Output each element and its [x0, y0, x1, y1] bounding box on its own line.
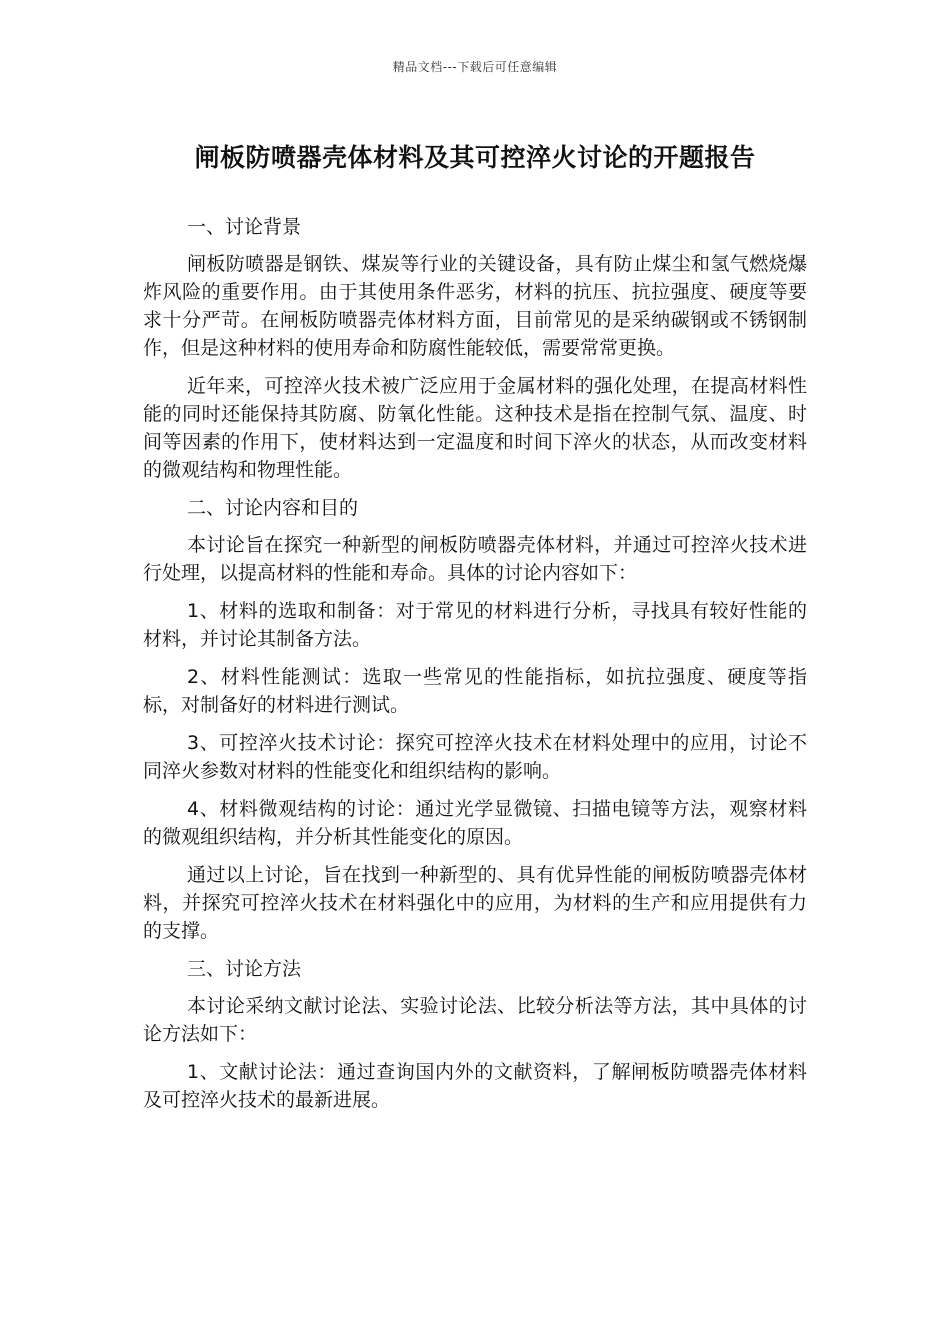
- paragraph: 本讨论采纳文献讨论法、实验讨论法、比较分析法等方法，其中具体的讨论方法如下：: [143, 995, 807, 1045]
- list-item: 4、材料微观结构的讨论：通过光学显微镜、扫描电镜等方法，观察材料的微观组织结构，并分析其性能变化的原因。: [143, 798, 807, 848]
- document-title: 闸板防喷器壳体材料及其可控淬火讨论的开题报告: [194, 143, 756, 172]
- paragraph: 本讨论旨在探究一种新型的闸板防喷器壳体材料，并通过可控淬火技术进行处理，以提高材料的性能和寿命。具体的讨论内容如下：: [143, 534, 807, 584]
- list-item: 3、可控淬火技术讨论：探究可控淬火技术在材料处理中的应用，讨论不同淬火参数对材料的性能变化和组织结构的影响。: [143, 732, 807, 782]
- list-item: 1、文献讨论法：通过查询国内外的文献资料，了解闸板防喷器壳体材料及可控淬火技术的最新进展。: [143, 1061, 807, 1111]
- section-heading: 一、讨论背景: [187, 216, 302, 238]
- paragraph: 近年来，可控淬火技术被广泛应用于金属材料的强化处理，在提高材料性能的同时还能保持其防腐、防氧化性能。这种技术是指在控制气氛、温度、时间等因素的作用下，使材料达到一定温度和时间下淬火的状态，从而改变材料的微观结构和物理性能。: [143, 375, 807, 481]
- document-body: [143, 213, 807, 1124]
- paragraph: 通过以上讨论，旨在找到一种新型的、具有优异性能的闸板防喷器壳体材料，并探究可控淬火技术在材料强化中的应用，为材料的生产和应用提供有力的支撑。: [143, 864, 807, 942]
- section-heading: 二、讨论内容和目的: [187, 497, 359, 519]
- section-heading: 三、讨论方法: [187, 958, 302, 980]
- paragraph: 闸板防喷器是钢铁、煤炭等行业的关键设备，具有防止煤尘和氢气燃烧爆炸风险的重要作用。由于其使用条件恶劣，材料的抗压、抗拉强度、硬度等要求十分严苛。在闸板防喷器壳体材料方面，目前常见的是采纳碳钢或不锈钢制作，但是这种材料的使用寿命和防腐性能较低，需要常常更换。: [143, 253, 807, 359]
- section-methods: [143, 955, 807, 1114]
- section-content-and-purpose: [143, 494, 807, 945]
- list-item: 1、材料的选取和制备：对于常见的材料进行分析，寻找具有较好性能的材料，并讨论其制备方法。: [143, 600, 807, 650]
- list-item: 2、材料性能测试：选取一些常见的性能指标，如抗拉强度、硬度等指标，对制备好的材料进行测试。: [143, 666, 807, 716]
- header-note: 精品文档---下载后可任意编辑: [392, 60, 558, 74]
- section-background: [143, 213, 807, 484]
